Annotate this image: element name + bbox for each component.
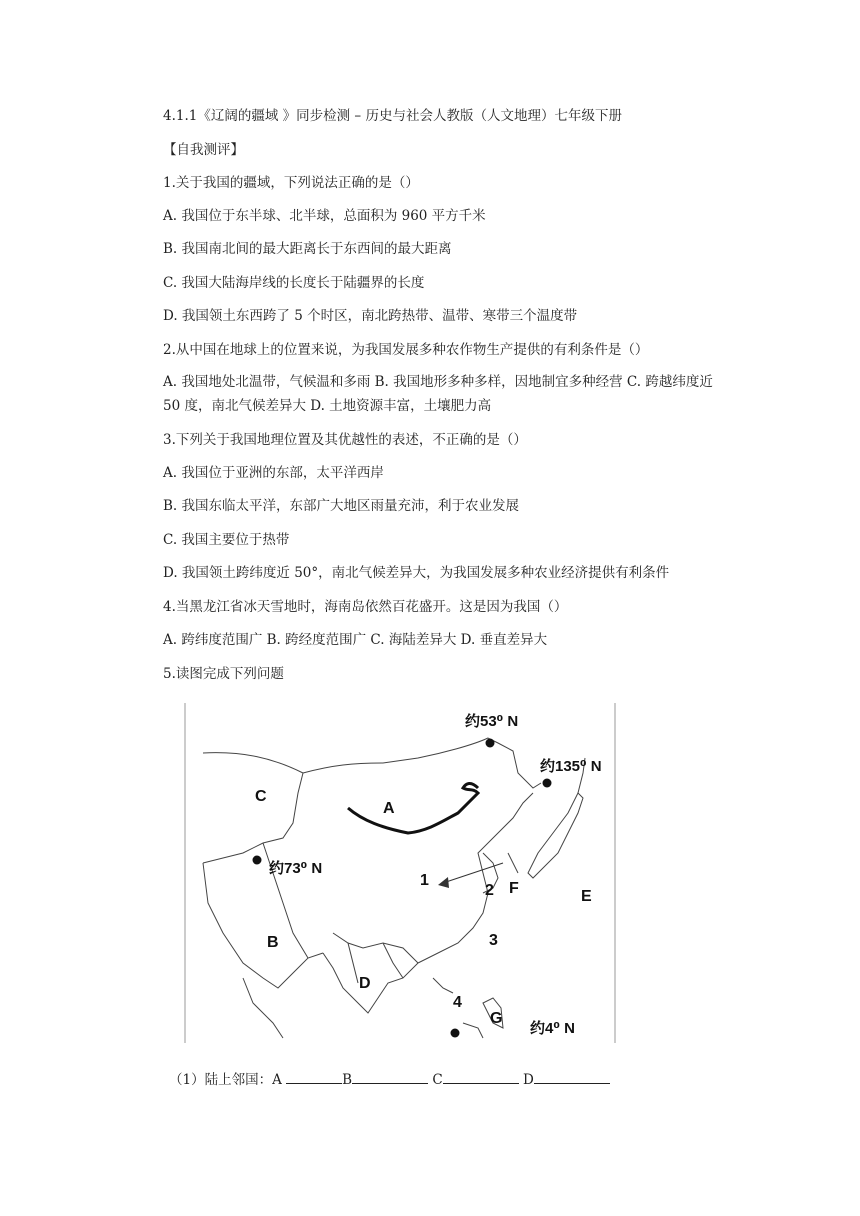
map-label-d: D [359,975,371,992]
lat-73-label: 约73⁰ N [269,860,323,877]
q1-option-b: B. 我国南北间的最大距离长于东西间的最大距离 [163,241,452,257]
q1-option-d: D. 我国领土东西跨了 5 个时区，南北跨热带、温带、寒带三个温度带 [163,308,578,324]
q5-sub1-line [169,1069,610,1090]
q3-option-c: C. 我国主要位于热带 [163,532,290,548]
map-label-c: C [255,788,267,805]
q5-sub1-prefix: （1）陆上邻国：A [169,1072,282,1088]
q5-sub1-d-label: D [523,1072,534,1088]
q3-option-b: B. 我国东临太平洋，东部广大地区雨量充沛，利于农业发展 [163,498,520,514]
q1-option-c: C. 我国大陆海岸线的长度长于陆疆界的长度 [163,275,425,291]
arrow-line [443,863,503,883]
q1-option-a: A. 我国位于东半球、北半球，总面积为 960 平方千米 [163,208,486,224]
lon-135-label: 约135⁰ N [540,758,602,775]
map-label-f: F [509,880,519,897]
q3-option-a: A. 我国位于亚洲的东部，太平洋西岸 [163,465,384,481]
answer-blank-a[interactable] [286,1069,342,1084]
map-label-b: B [267,934,279,951]
map-label-e: E [581,888,592,905]
map-label-4: 4 [453,994,462,1011]
answer-blank-b[interactable] [352,1069,428,1084]
answer-blank-d[interactable] [534,1069,610,1084]
west-point-dot [253,856,262,865]
q4-stem: 4.当黑龙江省冰天雪地时，海南岛依然百花盛开。这是因为我国（） [163,599,568,615]
asia-map-figure [183,703,617,1043]
q2-stem: 2.从中国在地球上的位置来说，为我国发展多种农作物生产提供的有利条件是（） [163,342,649,358]
q5-stem: 5.读图完成下列问题 [163,666,284,682]
east-point-dot [543,779,552,788]
map-label-a: A [383,800,395,817]
q2-options: A. 我国地处北温带，气候温和多雨 B. 我国地形多种多样，因地制宜多种经营 C. 跨越纬度近 50 度，南北气候差异大 D. 土地资源丰富，土壤肥力高 [163,374,713,414]
lat-53-label: 约53⁰ N [465,713,519,730]
answer-blank-c[interactable] [443,1069,519,1084]
q5-sub1-b-label: B [342,1072,353,1088]
map-label-1: 1 [420,872,429,889]
border-lines [203,738,585,1038]
map-label-2: 2 [485,882,494,899]
highlighted-border-a [348,783,478,833]
q1-stem: 1.关于我国的疆域，下列说法正确的是（） [163,175,419,191]
q5-sub1-c-label: C [432,1072,443,1088]
q4-options: A. 跨纬度范围广 B. 跨经度范围广 C. 海陆差异大 D. 垂直差异大 [163,632,548,648]
arrow-head [438,877,449,888]
q3-option-d: D. 我国领土跨纬度近 50°，南北气候差异大，为我国发展多种农业经济提供有利条件 [163,565,670,581]
map-label-3: 3 [489,932,498,949]
lat-4-label: 约4⁰ N [530,1020,575,1037]
map-label-g: G [490,1010,503,1027]
south-point-dot [451,1029,460,1038]
north-point-dot [486,739,495,748]
section-heading: 【自我测评】 [163,142,244,158]
document-title: 4.1.1《辽阔的疆域 》同步检测 – 历史与社会人教版（人文地理）七年级下册 [163,108,622,124]
q3-stem: 3.下列关于我国地理位置及其优越性的表述，不正确的是（） [163,432,527,448]
